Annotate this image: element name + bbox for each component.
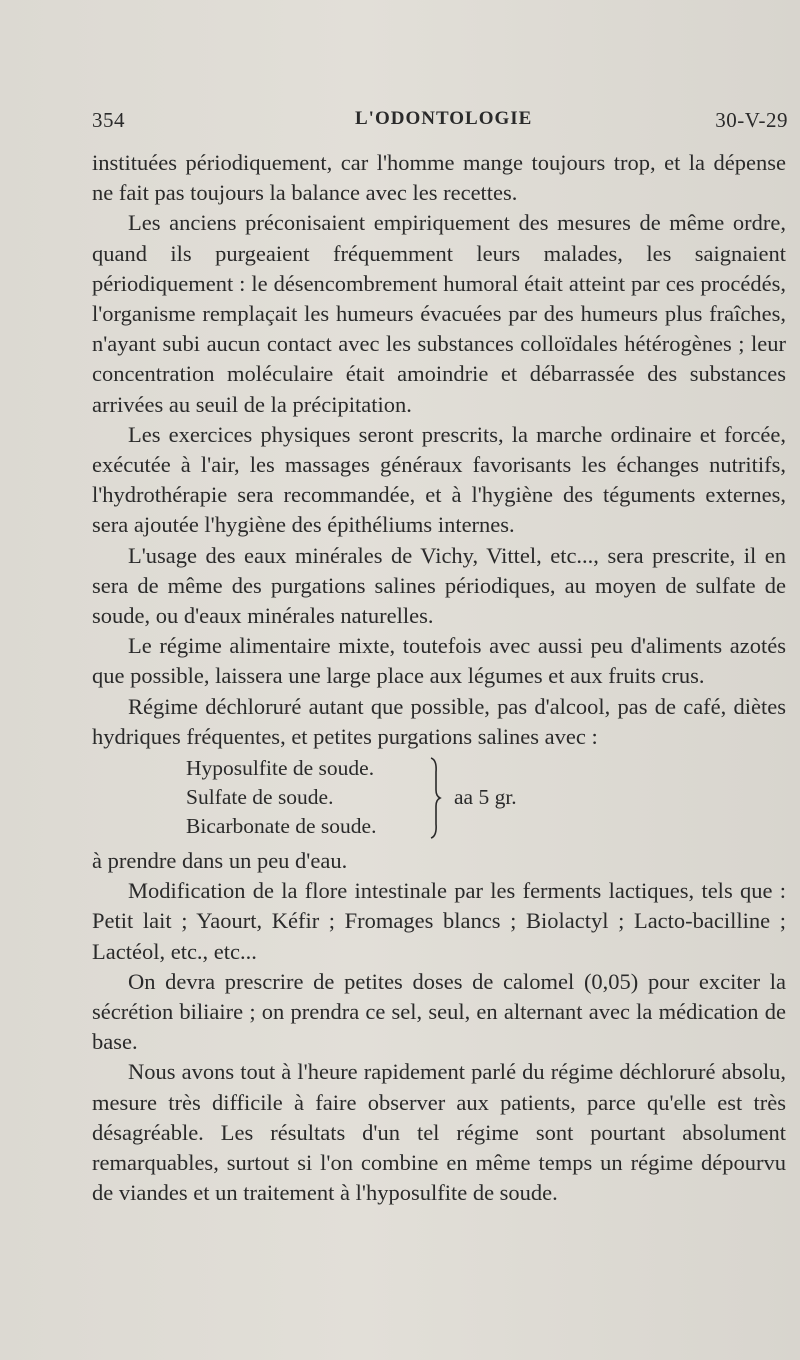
formula-item: Hyposulfite de soude. xyxy=(186,756,375,781)
paragraph-continued: instituées périodiquement, car l'homme mange toujours trop, et la dépense ne fait pas toujours la balance avec les recettes. xyxy=(92,150,786,206)
formula-ingredients xyxy=(186,754,376,841)
issue-date: 30-V-29 xyxy=(715,108,788,132)
paragraph: Régime déchloruré autant que possible, pas d'alcool, pas de café, diètes hydriques fréquentes, et petites purgations salines avec : xyxy=(92,693,786,749)
paragraph: Les anciens préconisaient empiriquement des mesures de même ordre, quand ils purgeaient fréquemment leurs malades, les saignaient périodiquement : le désencombrement humoral était atteint par ces procédés, l'organisme remplaçait les humeurs évacuées par des humeurs plus fraîches, n'ayant subi aucun contact avec les substances colloïdales hétérogènes ; leur concentration moléculaire était amoindrie et débarrassée des substances arrivées au seuil de la précipitation. xyxy=(92,210,786,417)
paragraph-continued: à prendre dans un peu d'eau. xyxy=(92,848,348,874)
page-header xyxy=(92,108,792,140)
paragraph: Le régime alimentaire mixte, toutefois avec aussi peu d'aliments azotés que possible, laissera une large place aux légumes et aux fruits crus. xyxy=(92,633,786,689)
paragraph: Nous avons tout à l'heure rapidement parlé du régime déchloruré absolu, mesure très difficile à faire observer aux patients, parce qu'elle est très désagréable. Les résultats d'un tel régime sont pourtant absolument remarquables, surtout si l'on combine en même temps un régime dépourvu de viandes et un traitement à l'hyposulfite de soude. xyxy=(92,1059,786,1206)
formula-item: Bicarbonate de soude. xyxy=(186,814,377,839)
paragraph: Modification de la flore intestinale par les ferments lactiques, tels que : Petit lait ; Yaourt, Kéfir ; Fromages blancs ; Biolactyl ; Lacto-bacilline ; Lactéol, etc., etc... xyxy=(92,878,786,964)
formula-dose: aa 5 gr. xyxy=(454,785,517,810)
prescription-formula xyxy=(92,754,786,846)
page-body xyxy=(92,148,786,1209)
page-number: 354 xyxy=(92,108,125,132)
paragraph: L'usage des eaux minérales de Vichy, Vittel, etc..., sera prescrite, il en sera de même des purgations salines périodiques, au moyen de sulfate de soude, ou d'eaux minérales naturelles. xyxy=(92,542,786,629)
running-title: L'ODONTOLOGIE xyxy=(355,108,533,129)
formula-item: Sulfate de soude. xyxy=(186,785,334,810)
curly-brace-icon xyxy=(428,756,442,840)
paragraph: On devra prescrire de petites doses de calomel (0,05) pour exciter la sécrétion biliaire ; on prendra ce sel, seul, en alternant avec la médication de base. xyxy=(92,968,786,1055)
paragraph: Les exercices physiques seront prescrits, la marche ordinaire et forcée, exécutée à l'air, les massages généraux favorisants les échanges nutritifs, l'hydrothérapie sera recommandée, et à l'hygiène des téguments externes, sera ajoutée l'hygiène des épithéliums internes. xyxy=(92,421,786,538)
